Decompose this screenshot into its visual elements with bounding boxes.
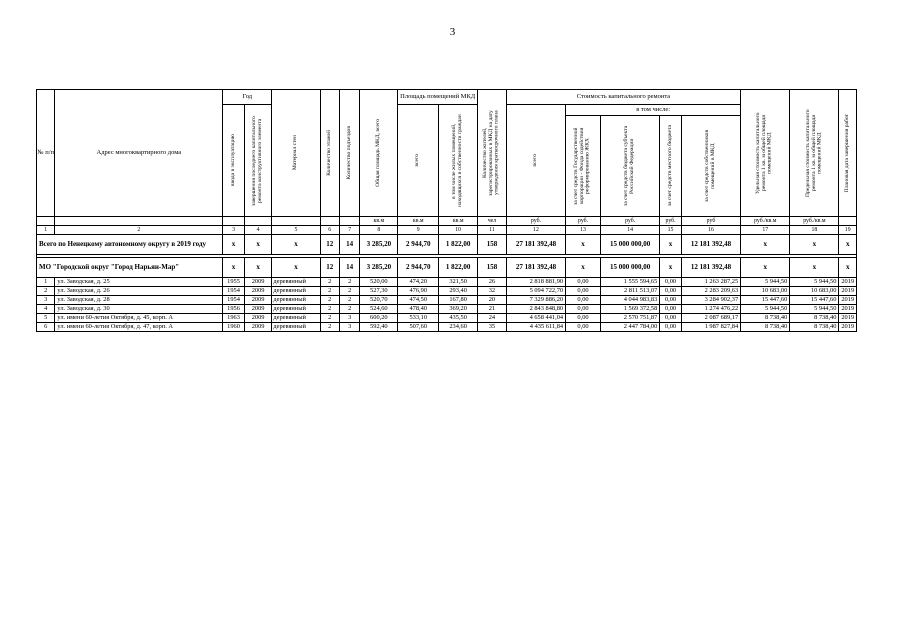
col-number: 17: [741, 226, 790, 235]
summary-cell: 14: [339, 258, 359, 278]
cost-fund-cell: 0,00: [566, 323, 601, 332]
unit-cell: [37, 217, 55, 226]
floors-cell: 2: [320, 287, 339, 296]
col-number: 14: [600, 226, 659, 235]
floors-cell: 2: [320, 323, 339, 332]
cost-owners-cell: 2 283 209,63: [681, 287, 740, 296]
wall-material-cell: деревянный: [272, 278, 320, 287]
year-commission-cell: 1956: [223, 305, 244, 314]
max-cost-cell: 5 944,50: [790, 305, 839, 314]
data-rows: [37, 278, 857, 332]
summary-cell: х: [244, 235, 272, 255]
unit-cell: [55, 217, 223, 226]
year-commission-cell: 1955: [223, 278, 244, 287]
premises-citizens-cell: 321,50: [439, 278, 478, 287]
summary-cell: х: [566, 235, 601, 255]
address-cell: ул. Заводская, д. 28: [55, 296, 223, 305]
row-number: 4: [37, 305, 55, 314]
col-year-commission-header: [223, 105, 244, 217]
cost-region-cell: 4 044 983,83: [600, 296, 659, 305]
page-number: 3: [449, 26, 456, 38]
column-number-row: [37, 226, 857, 235]
year-commission-cell: 1960: [223, 323, 244, 332]
col-unit-cost-header: [741, 90, 790, 217]
total-area-label: Общая площадь МКД, всего: [374, 119, 381, 187]
year-repair-cell: 2009: [244, 314, 272, 323]
entrances-label: Количество подъездов: [345, 126, 352, 180]
col-cost-group-header: Стоимость капитального ремонта: [506, 90, 740, 105]
col-planned-date-header: [839, 90, 857, 217]
cost-local-cell: 0,00: [660, 278, 681, 287]
col-number: 6: [320, 226, 339, 235]
summary-cell: 27 181 392,48: [506, 258, 565, 278]
summary-cell: х: [272, 258, 320, 278]
unit-cost-cell: 8 738,40: [741, 314, 790, 323]
planned-date-cell: 2019: [839, 305, 857, 314]
cost-fund-cell: 0,00: [566, 305, 601, 314]
cost-total-label: всего: [532, 154, 539, 167]
cost-local-cell: 0,00: [660, 287, 681, 296]
unit-cell: [223, 217, 244, 226]
floors-cell: 2: [320, 296, 339, 305]
table-row: [37, 305, 857, 314]
cost-fund-cell: 0,00: [566, 287, 601, 296]
summary-row-region: [37, 235, 857, 255]
total-area-cell: 520,70: [360, 296, 398, 305]
col-cost-fund-header: [566, 116, 601, 217]
summary-cell: 2 944,70: [398, 235, 439, 255]
col-number: 1: [37, 226, 55, 235]
premises-citizens-cell: 234,60: [439, 323, 478, 332]
table-row: [37, 314, 857, 323]
summary-cell: х: [790, 258, 839, 278]
planned-date-label: Плановая дата завершения работ: [843, 113, 850, 193]
summary-cell: 158: [478, 235, 507, 255]
address-cell: ул. имени 60-летия Октября, д. 47, корп. А: [55, 323, 223, 332]
col-number: 15: [660, 226, 681, 235]
residents-cell: 21: [478, 305, 507, 314]
wall-material-label: Материал стен: [292, 135, 299, 171]
wall-material-cell: деревянный: [272, 314, 320, 323]
premises-total-cell: 474,20: [398, 278, 439, 287]
unit-cell: чел: [478, 217, 507, 226]
wall-material-cell: деревянный: [272, 296, 320, 305]
unit-cost-label: Удельная стоимость капитального ремонта 1 кв. м общей площади помещений МКД: [755, 112, 774, 194]
summary-cell: х: [741, 235, 790, 255]
summary-cell: 3 285,20: [360, 235, 398, 255]
total-area-cell: 592,40: [360, 323, 398, 332]
cost-total-cell: 4 435 611,84: [506, 323, 565, 332]
row-number: 5: [37, 314, 55, 323]
year-commission-cell: 1954: [223, 296, 244, 305]
col-cost-owners-header: [681, 116, 740, 217]
address-cell: ул. имени 60-летия Октября, д. 45, корп. А: [55, 314, 223, 323]
col-premises-group-header: Площадь помещений МКД: [398, 90, 478, 105]
unit-cost-cell: 10 683,00: [741, 287, 790, 296]
unit-cell: [839, 217, 857, 226]
repair-plan-table: [36, 89, 857, 332]
col-residents-header: [478, 90, 507, 217]
summary-cell: 1 822,00: [439, 258, 478, 278]
cost-fund-label: за счет средств Государственной корпорации - Фонда содействия реформированию ЖКХ: [573, 127, 591, 205]
summary-cell: 12: [320, 235, 339, 255]
unit-cost-cell: 8 738,40: [741, 323, 790, 332]
year-repair-cell: 2009: [244, 296, 272, 305]
row-number: 2: [37, 287, 55, 296]
unit-cell: [244, 217, 272, 226]
address-cell: ул. Заводская, д. 25: [55, 278, 223, 287]
col-address-header: Адрес многоквартирного дома: [55, 90, 223, 217]
address-cell: ул. Заводская, д. 26: [55, 287, 223, 296]
cost-fund-cell: 0,00: [566, 314, 601, 323]
unit-cost-cell: 5 944,50: [741, 305, 790, 314]
entrances-cell: 3: [339, 323, 359, 332]
max-cost-cell: 15 447,60: [790, 296, 839, 305]
address-cell: ул. Заводская, д. 30: [55, 305, 223, 314]
year-repair-cell: 2009: [244, 287, 272, 296]
col-number: 7: [339, 226, 359, 235]
cost-total-cell: 5 094 722,70: [506, 287, 565, 296]
unit-cell: руб.: [660, 217, 681, 226]
premises-total-cell: 478,40: [398, 305, 439, 314]
premises-citizens-cell: 167,80: [439, 296, 478, 305]
unit-cell: [272, 217, 320, 226]
col-number: 9: [398, 226, 439, 235]
col-number: 16: [681, 226, 740, 235]
total-area-cell: 520,00: [360, 278, 398, 287]
table-row: [37, 296, 857, 305]
year-repair-cell: 2009: [244, 278, 272, 287]
premises-citizens-cell: 435,50: [439, 314, 478, 323]
cost-total-cell: 2 843 848,80: [506, 305, 565, 314]
unit-cell: кв.м: [439, 217, 478, 226]
summary-cell: х: [741, 258, 790, 278]
cost-owners-cell: 1 274 476,22: [681, 305, 740, 314]
cost-local-cell: 0,00: [660, 296, 681, 305]
unit-cell: руб./кв.м: [790, 217, 839, 226]
summary-label: МО "Городской округ "Город Нарьян-Мар": [37, 258, 223, 278]
summary-cell: х: [244, 258, 272, 278]
year-commission-cell: 1954: [223, 287, 244, 296]
year-repair-cell: 2009: [244, 323, 272, 332]
summary-cell: х: [660, 235, 681, 255]
col-number: 18: [790, 226, 839, 235]
col-number: 3: [223, 226, 244, 235]
cost-local-cell: 0,00: [660, 314, 681, 323]
cost-local-cell: 0,00: [660, 305, 681, 314]
total-area-cell: 527,30: [360, 287, 398, 296]
year-repair-cell: 2009: [244, 305, 272, 314]
col-entrances-header: [339, 90, 359, 217]
summary-cell: 2 944,70: [398, 258, 439, 278]
cost-region-cell: 2 447 784,00: [600, 323, 659, 332]
row-number: 3: [37, 296, 55, 305]
summary-cell: х: [790, 235, 839, 255]
floors-label: Количество этажей: [325, 130, 332, 176]
unit-cell: руб.: [600, 217, 659, 226]
year-commission-label: ввода в эксплуатацию: [229, 134, 236, 187]
year-repair-label: завершения последнего капитального ремонта конструктивного элемента: [251, 115, 264, 206]
col-total-area-header: [360, 90, 398, 217]
cost-local-cell: 0,00: [660, 323, 681, 332]
premises-citizens-cell: 369,20: [439, 305, 478, 314]
col-cost-region-header: [600, 116, 659, 217]
col-number: 10: [439, 226, 478, 235]
planned-date-cell: 2019: [839, 278, 857, 287]
col-premises-total-header: [398, 105, 439, 217]
max-cost-label: Предельная стоимость капитального ремонта 1 кв. м общей площади помещений МКД: [804, 109, 823, 197]
cost-total-cell: 2 818 881,90: [506, 278, 565, 287]
col-number: 8: [360, 226, 398, 235]
floors-cell: 2: [320, 314, 339, 323]
col-year-group-header: Год: [223, 90, 272, 105]
entrances-cell: 2: [339, 296, 359, 305]
summary-cell: 27 181 392,48: [506, 235, 565, 255]
cost-fund-cell: 0,00: [566, 296, 601, 305]
summary-cell: 12 181 392,48: [681, 258, 740, 278]
unit-cell: руб.: [506, 217, 565, 226]
cost-total-cell: 7 329 886,20: [506, 296, 565, 305]
planned-date-cell: 2019: [839, 314, 857, 323]
summary-cell: х: [839, 235, 857, 255]
residents-cell: 20: [478, 296, 507, 305]
cost-fund-cell: 0,00: [566, 278, 601, 287]
floors-cell: 2: [320, 305, 339, 314]
entrances-cell: 2: [339, 278, 359, 287]
unit-cell: кв.м: [360, 217, 398, 226]
table-row: [37, 323, 857, 332]
col-premises-citizens-header: [439, 105, 478, 217]
unit-cell: руб.: [566, 217, 601, 226]
col-max-cost-header: [790, 90, 839, 217]
cost-owners-cell: 1 987 827,84: [681, 323, 740, 332]
entrances-cell: 3: [339, 314, 359, 323]
summary-cell: 1 822,00: [439, 235, 478, 255]
residents-cell: 24: [478, 314, 507, 323]
cost-owners-label: за счет средств собственников помещений в МКД: [704, 129, 716, 203]
col-wall-material-header: [272, 90, 320, 217]
cost-region-label: за счет средств бюджета субъекта Российской Федерации: [623, 125, 636, 207]
col-year-repair-header: [244, 105, 272, 217]
max-cost-cell: 5 944,50: [790, 278, 839, 287]
max-cost-cell: 10 683,00: [790, 287, 839, 296]
cost-region-cell: 1 555 594,65: [600, 278, 659, 287]
cost-total-cell: 4 658 441,04: [506, 314, 565, 323]
unit-cell: [339, 217, 359, 226]
residents-cell: 26: [478, 278, 507, 287]
col-number: 5: [272, 226, 320, 235]
planned-date-cell: 2019: [839, 296, 857, 305]
summary-cell: х: [272, 235, 320, 255]
summary-cell: 3 285,20: [360, 258, 398, 278]
premises-total-cell: 507,60: [398, 323, 439, 332]
unit-cell: руб: [681, 217, 740, 226]
summary-label: Всего по Ненецкому автономному округу в 2019 году: [37, 235, 223, 255]
entrances-cell: 2: [339, 287, 359, 296]
col-cost-total-header: [506, 105, 565, 217]
wall-material-cell: деревянный: [272, 287, 320, 296]
planned-date-cell: 2019: [839, 287, 857, 296]
cost-region-cell: 2 570 751,87: [600, 314, 659, 323]
cost-owners-cell: 2 087 689,17: [681, 314, 740, 323]
summary-cell: х: [223, 258, 244, 278]
premises-total-cell: 476,90: [398, 287, 439, 296]
col-number: 19: [839, 226, 857, 235]
units-row: [37, 217, 857, 226]
col-number: 11: [478, 226, 507, 235]
summary-cell: х: [223, 235, 244, 255]
premises-total-label: всего: [414, 154, 421, 167]
premises-citizens-label: в том числе жилых помещений, находящихся в собственности граждан: [451, 114, 464, 207]
col-incl-header: в том числе:: [566, 105, 741, 116]
unit-cost-cell: 5 944,50: [741, 278, 790, 287]
cost-owners-cell: 3 284 902,37: [681, 296, 740, 305]
row-number: 6: [37, 323, 55, 332]
residents-cell: 32: [478, 287, 507, 296]
entrances-cell: 2: [339, 305, 359, 314]
wall-material-cell: деревянный: [272, 305, 320, 314]
summary-cell: х: [566, 258, 601, 278]
col-number: 13: [566, 226, 601, 235]
summary-cell: х: [839, 258, 857, 278]
col-cost-local-header: [660, 116, 681, 217]
summary-cell: 14: [339, 235, 359, 255]
summary-cell: 12: [320, 258, 339, 278]
total-area-cell: 600,20: [360, 314, 398, 323]
cost-local-label: за счет средств местного бюджета: [666, 125, 673, 207]
max-cost-cell: 8 738,40: [790, 323, 839, 332]
unit-cost-cell: 15 447,60: [741, 296, 790, 305]
col-no-header: № п/п: [37, 90, 55, 217]
unit-cell: [320, 217, 339, 226]
summary-cell: х: [660, 258, 681, 278]
table-row: [37, 287, 857, 296]
wall-material-cell: деревянный: [272, 323, 320, 332]
premises-total-cell: 533,10: [398, 314, 439, 323]
planned-date-cell: 2019: [839, 323, 857, 332]
summary-cell: 12 181 392,48: [681, 235, 740, 255]
summary-row-municipality: [37, 258, 857, 278]
col-number: 4: [244, 226, 272, 235]
summary-cell: 15 000 000,00: [600, 235, 659, 255]
col-number: 2: [55, 226, 223, 235]
cost-region-cell: 2 811 513,07: [600, 287, 659, 296]
residents-label: Количество жителей, зарегистрированных в МКД на дату утверждения краткосрочного плана: [482, 110, 500, 196]
table-row: [37, 278, 857, 287]
max-cost-cell: 8 738,40: [790, 314, 839, 323]
row-number: 1: [37, 278, 55, 287]
col-floors-header: [320, 90, 339, 217]
cost-region-cell: 1 569 372,58: [600, 305, 659, 314]
cost-owners-cell: 1 263 287,25: [681, 278, 740, 287]
residents-cell: 35: [478, 323, 507, 332]
unit-cell: руб./кв.м: [741, 217, 790, 226]
year-commission-cell: 1963: [223, 314, 244, 323]
premises-total-cell: 474,50: [398, 296, 439, 305]
header-row-1: [37, 90, 857, 105]
col-number: 12: [506, 226, 565, 235]
total-area-cell: 524,60: [360, 305, 398, 314]
unit-cell: кв.м: [398, 217, 439, 226]
summary-cell: 15 000 000,00: [600, 258, 659, 278]
summary-cell: 158: [478, 258, 507, 278]
premises-citizens-cell: 293,40: [439, 287, 478, 296]
floors-cell: 2: [320, 278, 339, 287]
